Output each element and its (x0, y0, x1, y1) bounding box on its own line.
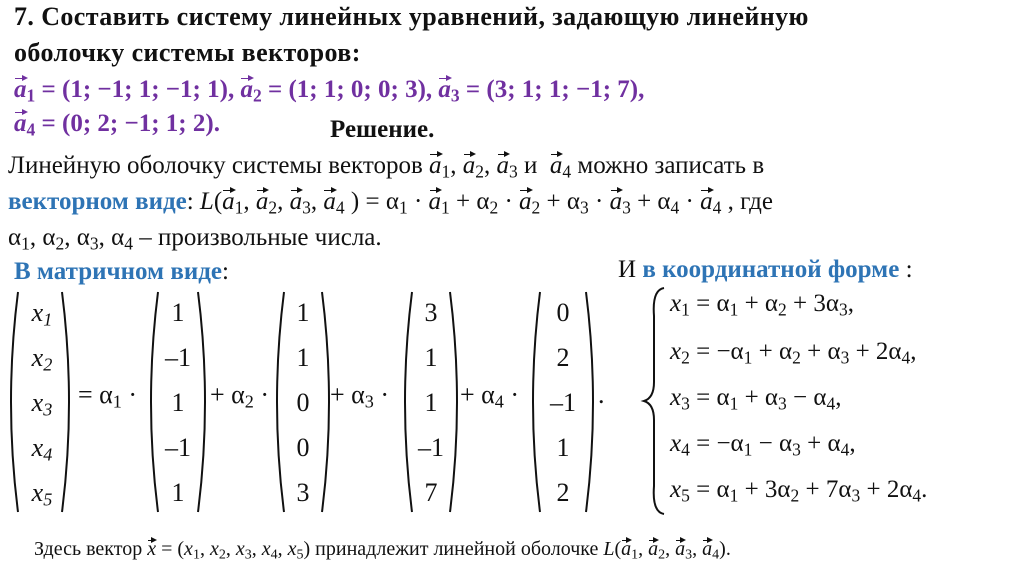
task-title-text: 7. Составить систему линейных уравнений, задающую линейную (14, 2, 809, 31)
coordinate-form-label: в координатной форме (642, 256, 900, 283)
matrix-plus-alpha2: + $\alpha_2$ · (210, 380, 270, 412)
task-title-line1 (14, 2, 809, 32)
paragraph-text-1: Линейную оболочку системы векторов (8, 152, 423, 179)
solution-label: Решение. (330, 116, 435, 143)
vector-a3-value: (3; 1; 1; −1; 7), (486, 76, 645, 103)
vector-a4-symbol: a (14, 110, 27, 137)
task-title-line2 (14, 38, 361, 68)
task-title-text-2: оболочку системы векторов: (14, 38, 361, 67)
vector-a3-symbol: a (438, 76, 451, 103)
vector-a1-value: (1; −1; 1; −1; 1), (62, 76, 235, 103)
vector-a1-symbol: a (14, 76, 27, 103)
matrix-column-1: 1 –1 1 –1 1 (165, 298, 191, 507)
paragraph-and: и (524, 152, 538, 179)
vector-form-label: векторном виде (8, 188, 187, 215)
matrix-plus-alpha3: + $\alpha_3$ · (330, 380, 390, 412)
matrix-column-4: 0 2 –1 1 2 (550, 298, 576, 507)
system-equation-3: $x_3 = \alpha_1 + \alpha_3 - \alpha_4$, (670, 384, 842, 414)
paragraph-text-2: можно записать в (577, 152, 765, 179)
paragraph-line2: векторном виде: $L(a_1$, $a_2$, $a_3$, $a_4$ ) = $\alpha_1 \cdot a_1 + \alpha_2 \cdot a_2 + \alpha_3 \cdot a_3 + \alpha_4 \cdot a_4$ , где (8, 188, 773, 218)
vector-a2-value: (1; 1; 0; 0; 3), (288, 76, 433, 103)
vector-a4-value: (0; 2; −1; 1; 2). (62, 110, 220, 137)
system-equation-2: $x_2 = -\alpha_1 + \alpha_2 + \alpha_3 + 2\alpha_4$, (670, 338, 917, 368)
coordinate-form-heading: И в координатной форме : (618, 256, 913, 283)
matrix-x-column: $x_1$ $x_2$ $x_3$ $x_4$ $x_5$ (31, 298, 53, 510)
system-equation-1: $x_1 = \alpha_1 + \alpha_2 + 3\alpha_3$, (670, 290, 854, 320)
system-equation-4: $x_4 = -\alpha_1 - \alpha_3 + \alpha_4$, (670, 430, 856, 460)
footer-line: Здесь вектор $x = (x_1$, $x_2$, $x_3$, $x_4$, $x_5$) принадлежит линейной оболочке $L(a_1$, $a_2$, $a_3$, $a_4$). (34, 538, 731, 563)
footer-text-1: Здесь вектор (34, 538, 143, 560)
system-equation-5: $x_5 = \alpha_1 + 3\alpha_2 + 7\alpha_3 + 2\alpha_4$. (670, 476, 928, 506)
matrix-form-label: В матричном виде (14, 258, 222, 285)
coord-form-prefix: И (618, 256, 637, 283)
vector-definitions-line1: $a_1 = (1$; −1; 1; −1; 1), $a_2 = (1$; 1; 0; 0; 3), $a_3 = (3$; 1; 1; −1; 7), (14, 76, 645, 106)
vector-definitions-line2: $a_4 = (0$; 2; −1; 1; 2). (14, 110, 220, 140)
paragraph-text-3: , где (727, 188, 773, 215)
paragraph-line1: Линейную оболочку системы векторов $a_1$, $a_2$, $a_3$ и $a_4$ можно записать в (8, 152, 765, 182)
paragraph-line3: $\alpha_1$, $\alpha_2$, $\alpha_3$, $\alpha_4$ – произвольные числа. (8, 224, 382, 254)
matrix-eq-alpha1: = $\alpha_1$ · (78, 380, 138, 412)
system-brace (640, 286, 670, 516)
matrix-form-heading: В матричном виде: (14, 258, 229, 285)
vector-a2-symbol: a (240, 76, 253, 103)
footer-text-2: принадлежит линейной оболочке (315, 538, 599, 560)
matrix-plus-alpha4: + $\alpha_4$ · (460, 380, 520, 412)
matrix-column-3: 3 1 1 –1 7 (418, 298, 444, 507)
paragraph-text-4: – произвольные числа. (139, 224, 382, 251)
matrix-column-2: 1 1 0 0 3 (296, 298, 310, 507)
matrix-period: . (598, 380, 605, 409)
